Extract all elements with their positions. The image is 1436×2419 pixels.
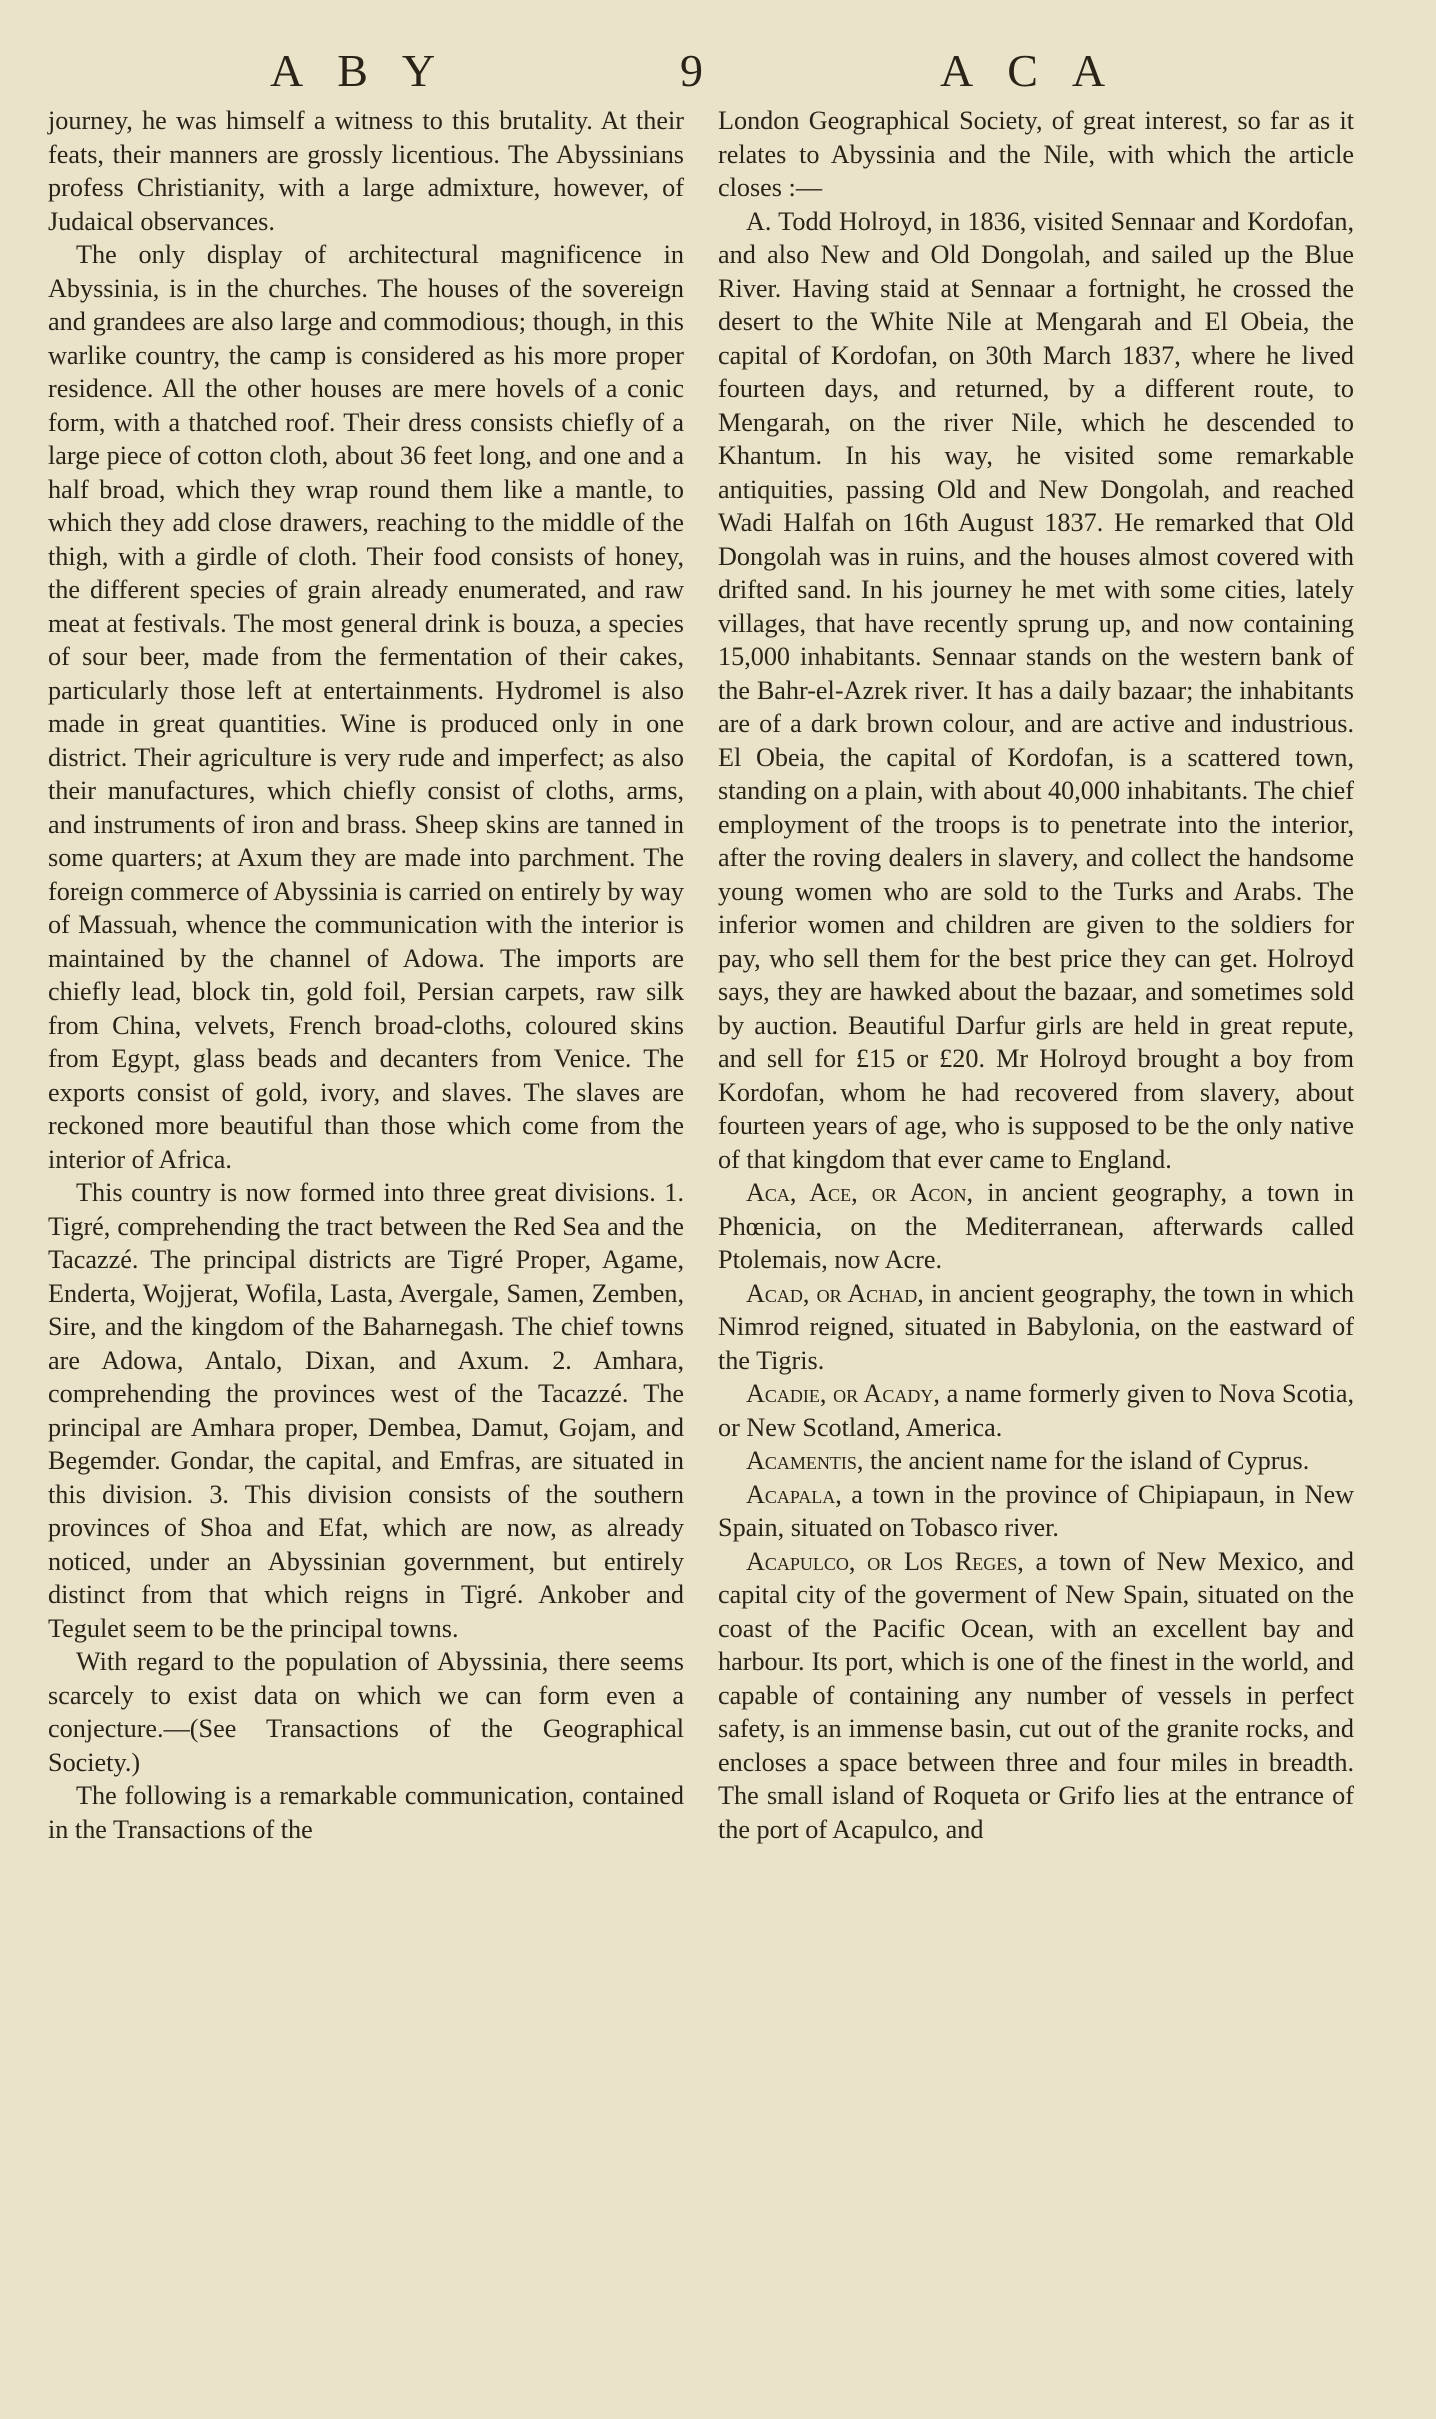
header-left-guideword: ABY bbox=[270, 45, 470, 96]
entry-text: a town in the province of Chipiapaun, in New Spain, situated on Tobasco river. bbox=[718, 1479, 1354, 1542]
entry-headword: Aca, Ace, or Acon, bbox=[746, 1178, 974, 1207]
entry-text: the ancient name for the island of Cyprus. bbox=[863, 1446, 1310, 1475]
dictionary-entry bbox=[718, 1444, 1354, 1478]
left-column bbox=[48, 104, 684, 1846]
dictionary-entry bbox=[718, 1377, 1354, 1444]
dictionary-entry bbox=[718, 1176, 1354, 1277]
entry-headword: Acadie, or Acady, bbox=[746, 1379, 940, 1408]
dictionary-entry bbox=[718, 1478, 1354, 1545]
paragraph: London Geographical Society, of great interest, so far as it relates to Abyssinia and the Nile, with which the article closes :— bbox=[718, 106, 1354, 202]
entry-text: a town of New Mexico, and capital city of the goverment of New Spain, situated on the coast of the Pacific Ocean, with an excellent bay and harbour. Its port, which is one of the finest in the world, and capable of containing any number of vessels in perfect safety, is an immense basin, cut out of the granite rocks, and encloses a space between three and four miles in breadth. The small island of Roqueta or Grifo lies at the entrance of the port of Acapulco, and bbox=[718, 1546, 1354, 1844]
entry-headword: Acad, or Achad, bbox=[746, 1278, 924, 1308]
right-column bbox=[718, 104, 1354, 1846]
dictionary-entry bbox=[718, 1545, 1354, 1847]
paragraph: journey, he was himself a witness to this brutality. At their feats, their manners are grossly licentious. The Abyssinians profess Christianity, with a large admixture, however, of Judaical observances. bbox=[48, 106, 684, 236]
entry-text: in ancient geography, the town in which Nimrod reigned, situated in Babylonia, on the eastward of the Tigris. bbox=[718, 1278, 1355, 1375]
paragraph: This country is now formed into three great divisions. 1. Tigré, comprehending the tract between the Red Sea and the Tacazzé. The principal districts are Tigré Proper, Agame, Enderta, Wojjerat, Wofila, Lasta, Avergale, Samen, Zemben, Sire, and the kingdom of the Baharnegash. The chief towns are Adowa, Antalo, Dixan, and Axum. 2. Amhara, comprehending the provinces west of the Tacazzé. The principal are Amhara proper, Dembea, Damut, Gojam, and Begemder. Gondar, the capital, and Emfras, are situated in this division. 3. This division consists of the southern provinces of Shoa and Efat, which are now, as already noticed, under an Abyssinian government, but entirely distinct from that which reigns in Tigré. Ankober and Tegulet seem to be the principal towns. bbox=[48, 1178, 684, 1643]
dictionary-entry bbox=[718, 1277, 1354, 1378]
header-right-guideword: ACA bbox=[940, 45, 1140, 96]
paragraph: The following is a remarkable communication, contained in the Transactions of the bbox=[48, 1781, 684, 1844]
entry-headword: Acapala, bbox=[746, 1479, 842, 1509]
page-number: 9 bbox=[680, 45, 703, 96]
entry-text: in ancient geography, a town in Phœnicia, on the Mediterranean, afterwards called Ptolemais, now Acre. bbox=[718, 1178, 1354, 1274]
paragraph: With regard to the population of Abyssinia, there seems scarcely to exist data on which we can form even a conjecture.—(See Transactions of the Geographical Society.) bbox=[48, 1647, 684, 1777]
entry-text: a name formerly given to Nova Scotia, or New Scotland, America. bbox=[718, 1379, 1354, 1442]
entry-headword: Acamentis, bbox=[746, 1446, 864, 1475]
running-header bbox=[40, 44, 1396, 94]
entry-headword: Acapulco, or Los Reges, bbox=[746, 1546, 1024, 1576]
paragraph: A. Todd Holroyd, in 1836, visited Sennaar and Kordofan, and also New and Old Dongolah, and sailed up the Blue River. Having staid at Sennaar a fortnight, he crossed the desert to the White Nile at Mengarah and El Obeia, the capital of Kordofan, on 30th March 1837, where he lived fourteen days, and returned, by a different route, to Mengarah, on the river Nile, which he descended to Khantum. In his way, he visited some remarkable antiquities, passing Old and New Dongolah, and reached Wadi Halfah on 16th August 1837. He remarked that Old Dongolah was in ruins, and the houses almost covered with drifted sand. In his journey he met with some cities, lately villages, that have recently sprung up, and now containing 15,000 inhabitants. Sennaar stands on the western bank of the Bahr-el-Azrek river. It has a daily bazaar; the inhabitants are of a dark brown colour, and are active and industrious. El Obeia, the capital of Kordofan, is a scattered town, standing on a plain, with about 40,000 inhabitants. The chief employment of the troops is to penetrate into the interior, after the roving dealers in slavery, and collect the handsome young women who are sold to the Turks and Arabs. The inferior women and children are given to the soldiers for pay, who sell them for the best price they can get. Holroyd says, they are hawked about the bazaar, and sometimes sold by auction. Beautiful Darfur girls are held in great repute, and sell for £15 or £20. Mr Holroyd brought a boy from Kordofan, whom he had recovered from slavery, about fourteen years of age, who is supposed to be the only native of that kingdom that ever came to England. bbox=[718, 206, 1354, 1174]
paragraph: The only display of architectural magnificence in Abyssinia, is in the churches. The houses of the sovereign and grandees are also large and commodious; though, in this warlike country, the camp is considered as his more proper residence. All the other houses are mere hovels of a conic form, with a thatched roof. Their dress consists chiefly of a large piece of cotton cloth, about 36 feet long, and one and a half broad, which they wrap round them like a mantle, to which they add close drawers, reaching to the middle of the thigh, with a girdle of cloth. Their food consists of honey, the different species of grain already enumerated, and raw meat at festivals. The most general drink is bouza, a species of sour beer, made from the fermentation of their cakes, particularly those left at entertainments. Hydromel is also made in great quantities. Wine is produced only in one district. Their agriculture is very rude and imperfect; as also their manufactures, which chiefly consist of cloths, arms, and instruments of iron and brass. Sheep skins are tanned in some quarters; at Axum they are made into parchment. The foreign commerce of Abyssinia is carried on entirely by way of Massuah, whence the communication with the interior is maintained by the channel of Adowa. The imports are chiefly lead, block tin, gold foil, Persian carpets, raw silk from China, velvets, French broad-cloths, coloured skins from Egypt, glass beads and decanters from Venice. The exports consist of gold, ivory, and slaves. The slaves are reckoned more beautiful than those which come from the interior of Africa. bbox=[48, 240, 684, 1174]
